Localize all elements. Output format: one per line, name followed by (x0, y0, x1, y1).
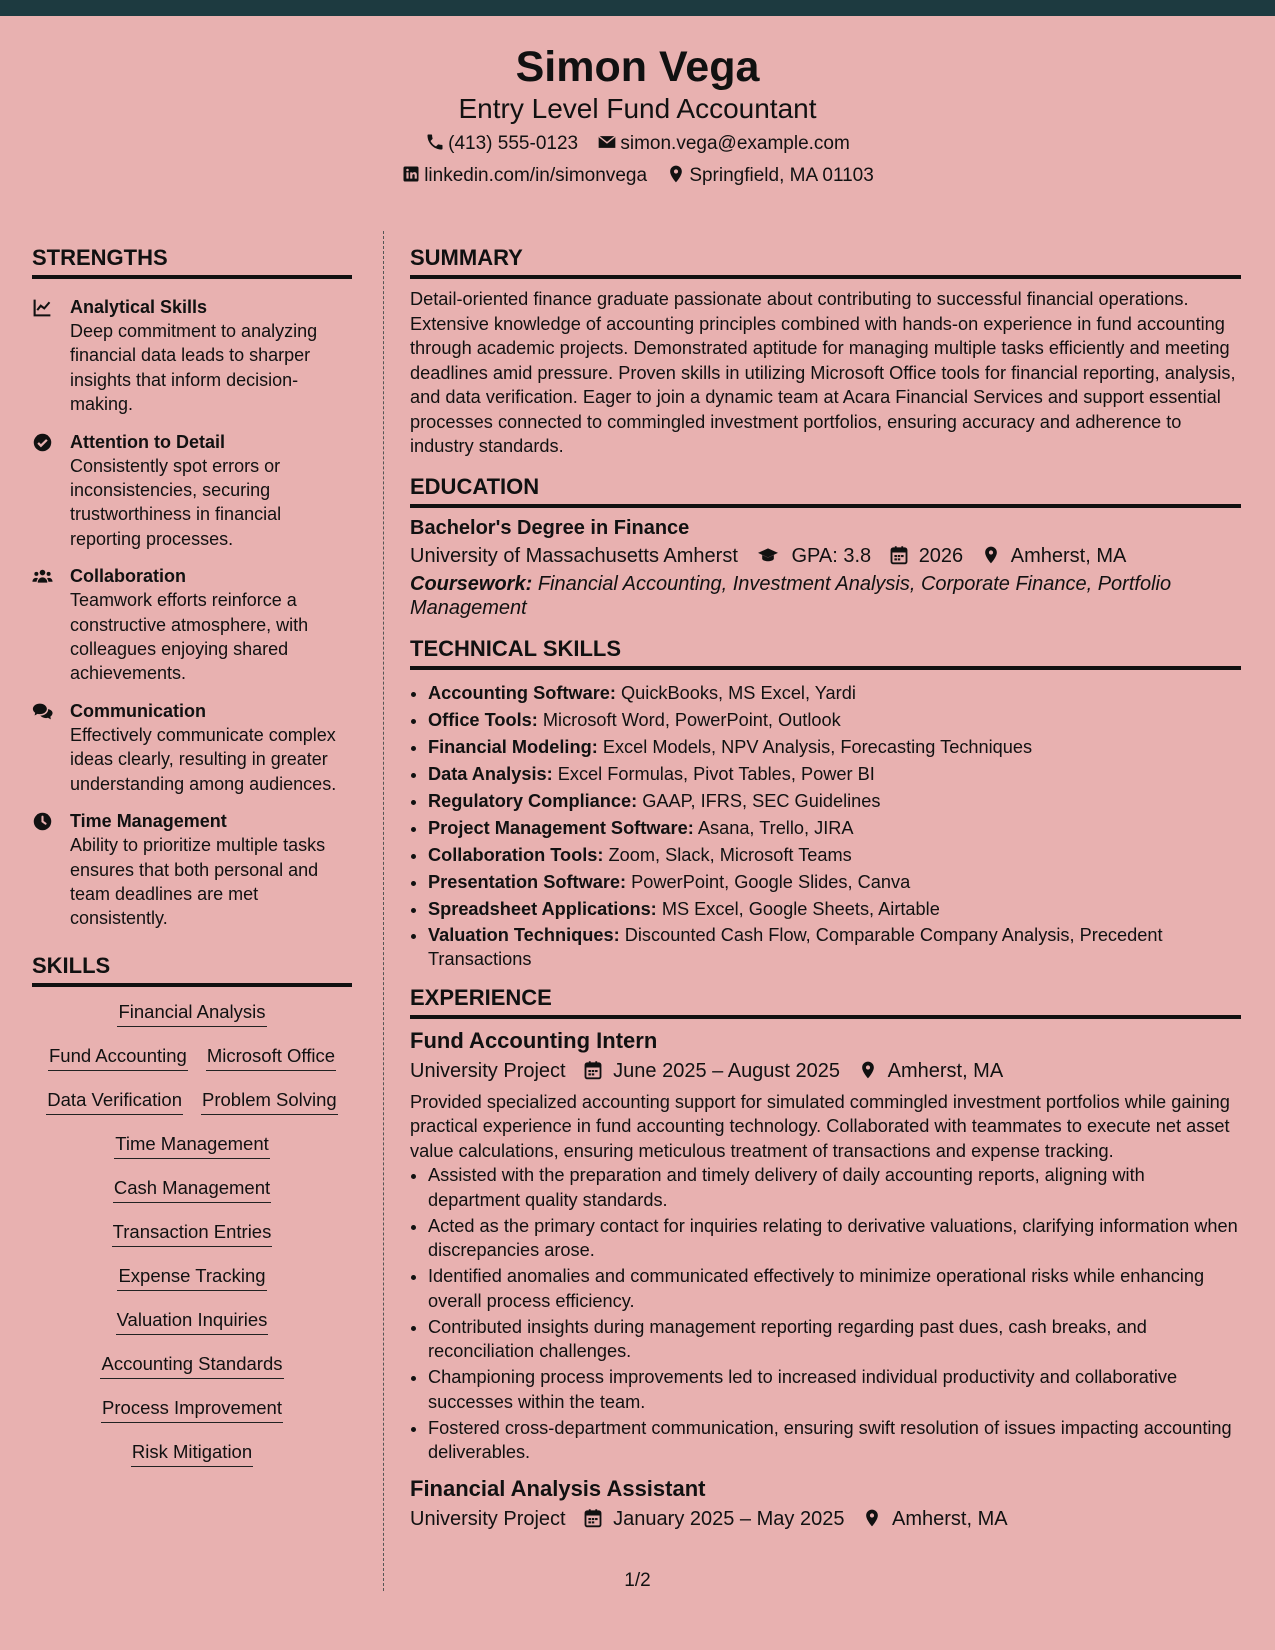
degree-title: Bachelor's Degree in Finance (410, 516, 690, 539)
calendar-icon (889, 545, 909, 565)
skill-tag: Financial Analysis (117, 1001, 266, 1027)
list-item (428, 680, 1241, 707)
list-item (428, 842, 1241, 869)
list-item (428, 707, 1241, 734)
coursework-label: Coursework: (410, 572, 533, 595)
candidate-name: Simon Vega (515, 43, 760, 91)
phone-icon (425, 132, 445, 152)
tech-skill-value: Microsoft Word, PowerPoint, Outlook (542, 709, 841, 730)
job-entry-title: Financial Analysis Assistant (410, 1475, 706, 1501)
strength-title: Analytical Skills (70, 297, 208, 317)
strength-item (32, 295, 352, 417)
job-bullets (410, 1163, 1241, 1465)
list-item: • Contributed insights during management reporting regarding past dues, cash breaks, and reconciliation challenges. (428, 1315, 1241, 1364)
skill-tag: Transaction Entries (112, 1221, 273, 1247)
skill-tag: Cash Management (113, 1177, 271, 1203)
map-pin-icon (858, 1060, 878, 1080)
calendar-icon (583, 1508, 603, 1528)
skill-tag: Problem Solving (201, 1089, 338, 1115)
page-number: 1/2 (624, 1570, 651, 1591)
tech-skill-value: Zoom, Slack, Microsoft Teams (608, 844, 852, 865)
school-name: University of Massachusetts Amherst (410, 544, 738, 567)
skill-tag: Data Verification (46, 1089, 183, 1115)
tech-skill-value: QuickBooks, MS Excel, Yardi (621, 682, 856, 703)
graduation-cap-icon (755, 545, 781, 565)
phone-contact (425, 131, 578, 157)
tech-skill-label: Data Analysis: (428, 763, 553, 784)
skill-tag: Process Improvement (101, 1397, 283, 1423)
education-heading: EDUCATION (410, 473, 1241, 508)
tech-skill-label: Office Tools: (428, 709, 538, 730)
strength-title: Time Management (70, 811, 227, 832)
top-accent-bar (0, 0, 1275, 16)
job-dates: June 2025 – August 2025 (613, 1059, 841, 1082)
resume-header (0, 16, 1275, 204)
tech-skill-label: Presentation Software: (428, 871, 627, 892)
right-column (410, 244, 1241, 1534)
map-pin-icon (862, 1508, 882, 1528)
education-meta (410, 541, 1241, 571)
email-text: simon.vega@example.com (620, 133, 850, 155)
list-item: • Acted as the primary contact for inquiries relating to derivative valuations, clarifying information when discrepancies arose. (428, 1214, 1241, 1263)
calendar-icon (583, 1060, 603, 1080)
tech-skill-label: Financial Modeling: (428, 736, 598, 757)
map-pin-icon (981, 545, 1001, 565)
tech-skill-value: MS Excel, Google Sheets, Airtable (661, 898, 940, 919)
job-meta (410, 1056, 1241, 1086)
list-item (428, 761, 1241, 788)
strength-desc: Ability to prioritize multiple tasks ensures that both personal and team deadlines are met consistently. (70, 835, 326, 929)
strength-item (32, 809, 352, 931)
list-item: • Fostered cross-department communication, ensuring swift resolution of issues impacting accounting deliverables. (428, 1416, 1241, 1465)
tech-skill-value: GAAP, IFRS, SEC Guidelines (642, 790, 881, 811)
strength-desc: Teamwork efforts reinforce a constructive atmosphere, with colleagues enjoying shared achievements. (70, 590, 309, 684)
job-location: Amherst, MA (887, 1059, 1004, 1082)
skills-list (32, 1001, 352, 1485)
check-circle-icon (32, 430, 70, 552)
strength-title: Collaboration (70, 566, 186, 587)
job-org: University Project (410, 1059, 566, 1082)
list-item: • Assisted with the preparation and timely delivery of daily accounting reports, aligning with department quality standards. (428, 1163, 1241, 1212)
job-org: University Project (410, 1507, 566, 1530)
strength-desc: Deep commitment to analyzing financial data leads to sharper insights that inform decision-making. (70, 321, 318, 415)
gpa-text: GPA: 3.8 (791, 544, 872, 567)
strength-title: Communication (70, 700, 207, 721)
list-item: • Identified anomalies and communicated effectively to minimize operational risks while enhancing overall process efficiency. (428, 1264, 1241, 1313)
location-contact (666, 163, 874, 189)
linkedin-contact[interactable] (401, 163, 647, 189)
technical-skills-list (410, 680, 1241, 971)
tech-skill-label: Project Management Software: (428, 817, 694, 838)
tech-skill-value: Excel Models, NPV Analysis, Forecasting Techniques (602, 736, 1033, 757)
coursework-list: Financial Accounting, Investment Analysis, Corporate Finance, Portfolio Management (410, 572, 1172, 619)
list-item (428, 923, 1241, 971)
summary-heading: SUMMARY (410, 244, 1241, 279)
skills-heading: SKILLS (32, 952, 352, 987)
strength-title: Attention to Detail (70, 431, 225, 452)
tech-skill-label: Regulatory Compliance: (428, 790, 638, 811)
phone-text: (413) 555-0123 (448, 133, 579, 155)
strength-item (32, 430, 352, 552)
location-text: Springfield, MA 01103 (689, 165, 874, 187)
contact-row-2 (0, 163, 1275, 189)
skill-tag: Fund Accounting (48, 1045, 188, 1071)
map-pin-icon (666, 164, 686, 184)
skill-tag: Risk Mitigation (131, 1441, 253, 1467)
chart-line-icon (32, 295, 70, 417)
job-description: Provided specialized accounting support for simulated commingled investment portfolios while gaining practical experience in fund accounting technology. Collaborated with teammates to execute net asset value calculations, ensuring meticulous treatment of transactions and expense tracking. (410, 1091, 1230, 1161)
strength-item (32, 564, 352, 686)
skill-tag: Microsoft Office (206, 1045, 336, 1071)
linkedin-icon (401, 164, 421, 184)
left-column (32, 244, 352, 1485)
tech-skill-label: Accounting Software: (428, 682, 616, 703)
coursework (410, 572, 1241, 621)
strengths-heading: STRENGTHS (32, 244, 352, 279)
tech-skill-value: Discounted Cash Flow, Comparable Company Analysis, Precedent Transactions (428, 924, 1163, 969)
tech-skill-label: Spreadsheet Applications: (428, 898, 657, 919)
list-item (428, 869, 1241, 896)
tech-skill-value: PowerPoint, Google Slides, Canva (631, 871, 911, 892)
technical-skills-heading: TECHNICAL SKILLS (410, 635, 1241, 670)
job-location: Amherst, MA (892, 1507, 1008, 1530)
strength-desc: Effectively communicate complex ideas clearly, resulting in greater understanding among audiences. (70, 724, 337, 794)
skill-tag: Valuation Inquiries (116, 1309, 269, 1335)
users-icon (32, 564, 70, 686)
job-title: Entry Level Fund Accountant (458, 93, 817, 125)
skill-tag: Accounting Standards (100, 1353, 283, 1379)
graduation-year: 2026 (918, 544, 964, 567)
school-location: Amherst, MA (1010, 544, 1127, 567)
email-contact[interactable] (597, 131, 849, 157)
skill-tag: Time Management (114, 1133, 270, 1159)
list-item (428, 896, 1241, 923)
column-divider (383, 231, 384, 1591)
job-dates: January 2025 – May 2025 (613, 1507, 845, 1530)
tech-skill-label: Collaboration Tools: (428, 844, 604, 865)
job-meta (410, 1504, 1241, 1534)
tech-skill-value: Excel Formulas, Pivot Tables, Power BI (557, 763, 875, 784)
list-item (428, 734, 1241, 761)
envelope-icon (597, 132, 617, 152)
list-item (428, 788, 1241, 815)
contact-row-1 (0, 131, 1275, 157)
linkedin-text: linkedin.com/in/simonvega (424, 165, 648, 187)
list-item: • Championing process improvements led to increased individual productivity and collaborative successes within the team. (428, 1365, 1241, 1414)
skill-tag: Expense Tracking (117, 1265, 266, 1291)
strength-desc: Consistently spot errors or inconsistencies, securing trustworthiness in financial reporting processes. (70, 455, 282, 549)
tech-skill-value: Asana, Trello, JIRA (697, 817, 854, 838)
tech-skill-label: Valuation Techniques: (428, 924, 620, 945)
list-item (428, 815, 1241, 842)
comments-icon (32, 699, 70, 796)
summary-text: Detail-oriented finance graduate passionate about contributing to successful financial operations. Extensive knowledge of accounting principles combined with hands-on experience in fund accounting through academic projects. Demonstrated aptitude for managing multiple tasks efficiently and meeting deadlines amid pressure. Proven skills in utilizing Microsoft Office tools for financial reporting, analysis, and data verification. Eager to join a dynamic team at Acara Financial Services and support essential processes connected to commingled investment portfolios, ensuring accuracy and adherence to industry standards. (410, 289, 1236, 456)
clock-icon (32, 809, 70, 931)
experience-heading: EXPERIENCE (410, 984, 1241, 1019)
job-entry-title: Fund Accounting Intern (410, 1027, 658, 1053)
strength-item (32, 699, 352, 796)
